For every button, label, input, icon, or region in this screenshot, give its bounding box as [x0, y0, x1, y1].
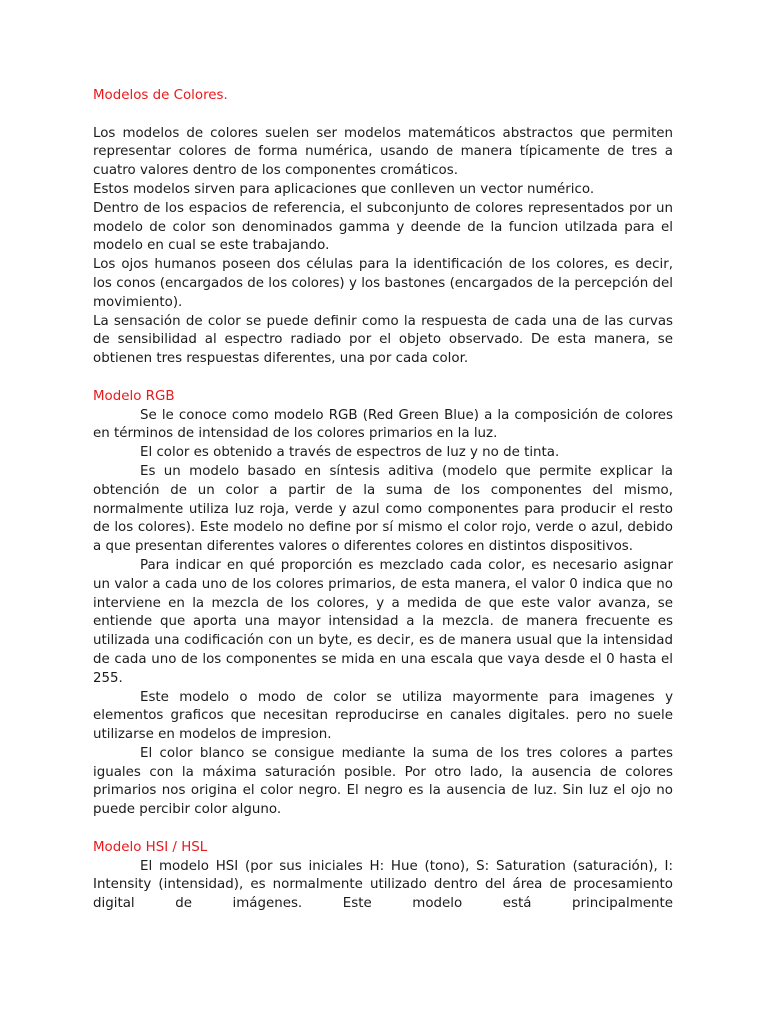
paragraph: Estos modelos sirven para aplicaciones que conlleven un vector numérico.: [93, 181, 595, 197]
paragraph: El color blanco se consigue mediante la suma de los tres colores a partes iguales con la máxima saturación posible. Por otro lado, la ausencia de colores primarios nos origina el color negro. El negro es la ausencia de luz. Sin luz el ojo no puede percibir color alguno.: [93, 745, 673, 818]
document-page: [93, 87, 673, 914]
paragraph: Es un modelo basado en síntesis aditiva (modelo que permite explicar la obtención de un color a partir de la suma de los componentes del mismo, normalmente utiliza luz roja, verde y azul como componentes para producir el resto de los colores). Este modelo no define por sí mismo el color rojo, verde o azul, debido a que presentan diferentes valores o diferentes colores en distintos dispositivos.: [93, 463, 673, 555]
paragraph: El modelo HSI (por sus iniciales H: Hue (tono), S: Saturation (saturación), I: Intensity (intensidad), es normalmente utilizado dentro del área de procesamiento digital de imágenes. Este modelo está principalmente: [93, 858, 673, 912]
paragraph: El color es obtenido a través de espectros de luz y no de tinta.: [140, 445, 560, 461]
paragraph: Se le conoce como modelo RGB (Red Green Blue) a la composición de colores en términos de intensidad de los colores primarios en la luz.: [93, 407, 673, 442]
paragraph: Los ojos humanos poseen dos células para la identificación de los colores, es decir, los conos (encargados de los colores) y los bastones (encargados de la percepción del movimiento).: [93, 257, 673, 310]
spacer: [93, 106, 673, 125]
section-title-rgb: Modelo RGB: [93, 388, 175, 404]
spacer: [93, 369, 673, 388]
section-title-color-models: Modelos de Colores.: [93, 88, 228, 103]
paragraph: Este modelo o modo de color se utiliza mayormente para imagenes y elementos graficos que necesitan reproducirse en canales digitales. pero no suele utilizarse en modelos de impresion.: [93, 689, 673, 743]
paragraph: Para indicar en qué proporción es mezclado cada color, es necesario asignar un valor a cada uno de los colores primarios, de esta manera, el valor 0 indica que no interviene en la mezcla de los colores, y a medida de que este valor avanza, se entiende que aporta una mayor intensidad a la mezcla. de manera frecuente es utilizada una codificación con un byte, es decir, es de manera usual que la intensidad de cada uno de los componentes se mida en una escala que vaya desde el 0 hasta el 255.: [93, 557, 673, 686]
section-title-hsi: Modelo HSI / HSL: [93, 839, 208, 855]
paragraph: La sensación de color se puede definir como la respuesta de cada una de las curvas de sensibilidad al espectro radiado por el objeto observado. De esta manera, se obtienen tres respuestas diferentes, una por cada color.: [93, 313, 673, 367]
spacer: [93, 820, 673, 839]
paragraph: Los modelos de colores suelen ser modelos matemáticos abstractos que permiten representar colores de forma numérica, usando de manera típicamente de tres a cuatro valores dentro de los componentes cromáticos.: [93, 125, 673, 179]
paragraph: Dentro de los espacios de referencia, el subconjunto de colores representados por un modelo de color son denominados gamma y deende de la funcion utilzada para el modelo en cual se este trabajando.: [93, 200, 673, 254]
